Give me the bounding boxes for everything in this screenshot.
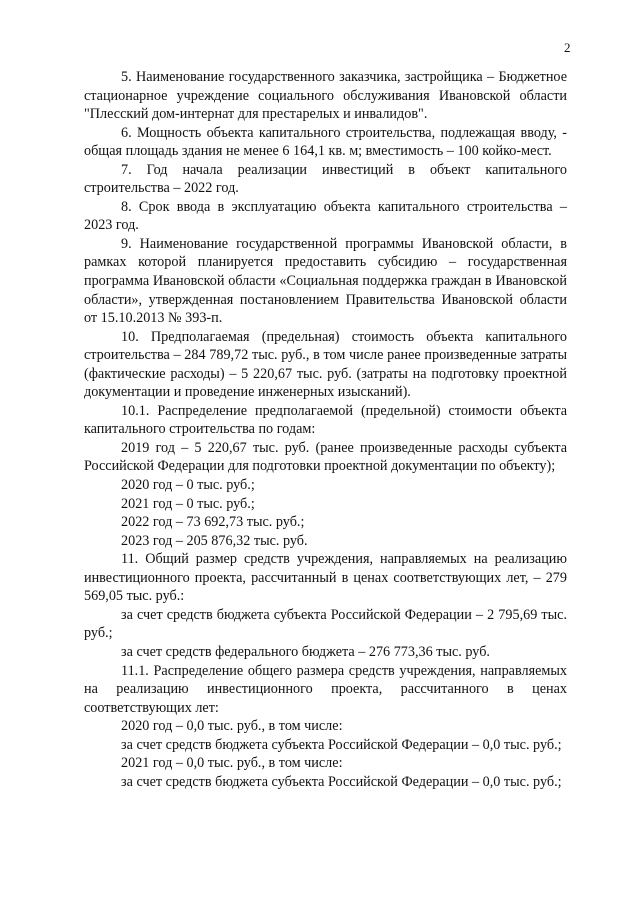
year-2020-item: 2020 год – 0 тыс. руб.; (121, 477, 255, 494)
paragraph-5: 5. Наименование государственного заказчика, застройщика – Бюджетное стационарное учреждение социального обслуживания Ивановской области "Плесский дом-интернат для престарелых и инвалидов". (84, 69, 567, 123)
paragraph-6: 6. Мощность объекта капитального строительства, подлежащая вводу, - общая площадь здания не менее 6 164,1 кв. м; вместимость – 100 койко-мест. (84, 124, 567, 160)
regional-budget-item: за счет средств бюджета субъекта Российской Федерации – 2 795,69 тыс. руб.; (84, 606, 567, 642)
year-2019-item: 2019 год – 5 220,67 тыс. руб. (ранее произведенные расходы субъекта Российской Федерации для подготовки проектной документации по объекту); (84, 439, 567, 475)
year-2021-item: 2021 год – 0 тыс. руб.; (121, 495, 255, 512)
document-body (84, 68, 567, 791)
funding-2020-item: 2020 год – 0,0 тыс. руб., в том числе: (121, 718, 343, 735)
funding-2020-regional-item: за счет средств бюджета субъекта Российской Федерации – 0,0 тыс. руб.; (121, 736, 562, 753)
year-2023-item: 2023 год – 205 876,32 тыс. руб. (121, 532, 308, 549)
paragraph-10: 10. Предполагаемая (предельная) стоимость объекта капитального строительства – 284 789,72 тыс. руб., в том числе ранее произведенные затраты (фактические расходы) – 5 220,67 тыс. руб. (затраты на подготовку проектной документации и проведение инженерных изысканий). (84, 328, 567, 401)
paragraph-7: 7. Год начала реализации инвестиций в объект капитального строительства – 2022 год. (84, 161, 567, 197)
paragraph-10-1: 10.1. Распределение предполагаемой (предельной) стоимости объекта капитального строительства по годам: (84, 402, 567, 438)
paragraph-11: 11. Общий размер средств учреждения, направляемых на реализацию инвестиционного проекта, рассчитанный в ценах соответствующих лет, – 279 569,05 тыс. руб.: (84, 551, 567, 605)
paragraph-11-1: 11.1. Распределение общего размера средств учреждения, направляемых на реализацию инвестиционного проекта, рассчитанного в ценах соответствующих лет: (84, 662, 567, 716)
page-number: 2 (564, 40, 571, 55)
year-2022-item: 2022 год – 73 692,73 тыс. руб.; (121, 514, 305, 531)
paragraph-8: 8. Срок ввода в эксплуатацию объекта капитального строительства – 2023 год. (84, 198, 567, 234)
federal-budget-item: за счет средств федерального бюджета – 276 773,36 тыс. руб. (121, 643, 490, 660)
funding-2021-regional-item: за счет средств бюджета субъекта Российской Федерации – 0,0 тыс. руб.; (121, 773, 562, 790)
funding-2021-item: 2021 год – 0,0 тыс. руб., в том числе: (121, 755, 343, 772)
paragraph-9: 9. Наименование государственной программы Ивановской области, в рамках которой планируется предоставить субсидию – государственная программа Ивановской области «Социальная поддержка граждан в Ивановской области», утвержденная постановлением Правительства Ивановской области от 15.10.2013 № 393-п. (84, 235, 567, 327)
